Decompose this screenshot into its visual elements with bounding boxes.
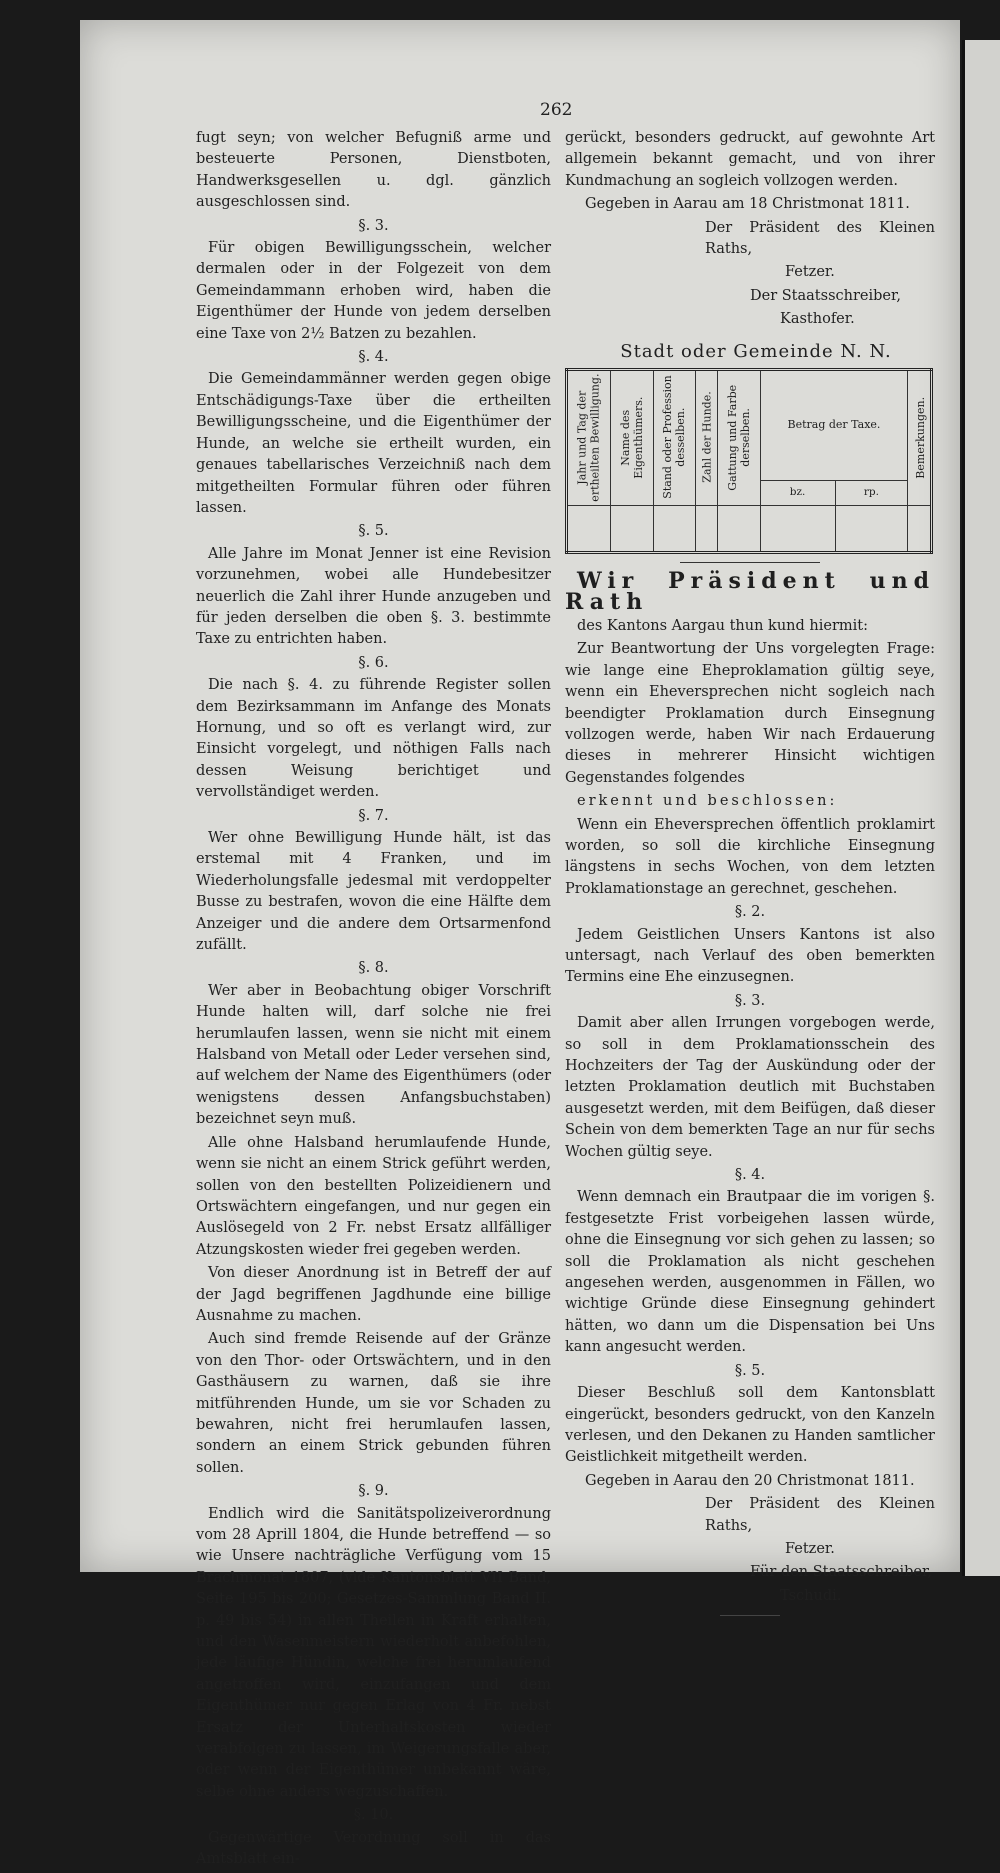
given-date-1: Gegeben in Aarau am 18 Christmonat 1811.: [585, 196, 910, 213]
section-9-text: Endlich wird die Sanitätspolizeiverordnung vom 28 Aprill 1804, die Hunde betreffend — so wie Unsere nachträgliche Verfügung vom 15 Brachmonat 1807, (vide Kantonsblatt VII Band, Seite 195 bis 200; Gesetzes-Sammlung Band II. p. 49 bis 54) in allen Theilen in Kraft erhalten, und den Wasenmeistern wiederholt anbefohlen, jede läufige Hündin, welche frei herumlaufend angetroffen wird, einzufangen und dem Eigenthümer nur gegen Erlag von 4 Fr. nebst Ersatz der Unterhaltskosten wieder verabfolgen zu lassen, im Weigerungsfalle aber, oder wenn der Eigenthümer unbekannt wäre, selbe ohne anders wegzuschaffen.: [196, 1505, 551, 1800]
signature-2-clerk-name: Tschudi.: [780, 1587, 842, 1604]
continuation-text: gerückt, besonders gedruckt, auf gewohnte Art allgemein bekannt gemacht, und von ihrer Kundmachung an sogleich vollzogen werden.: [565, 130, 935, 189]
table-cell: [760, 505, 835, 552]
section-5-text: Alle Jahre im Monat Jenner ist eine Revision vorzunehmen, wobei alle Hundebesitzer neuerlich die Zahl ihrer Hunde anzugeben und für jeden derselben die oben §. 3. bestimmte Taxe zu entrichten haben.: [196, 545, 551, 648]
decree-resolution: erkennt und beschlossen:: [577, 793, 838, 810]
decree-section-3-text: Damit aber allen Irrungen vorgebogen werde, so soll in dem Proklamationsschein des Hochzeiters der Tag der Auskündung oder der letzten Proklamation deutlich mit Buchstaben ausgesetzt werden, mit dem Beifügen, daß dieser Schein von dem bemerkten Tage an nur für sechs Wochen gültig seye.: [565, 1015, 935, 1160]
section-4-text: Die Gemeindammänner werden gegen obige Entschädigungs-Taxe über die ertheilten Bewilligungsscheine, und die Eigenthümer der Hunde, an welche sie ertheilt wurden, ein genaues tabellarisches Verzeichniß nach dem mitgetheilten Formular führen oder führen lassen.: [196, 371, 551, 516]
register-table: [565, 368, 933, 554]
decree-section-3-title: §. 3.: [734, 992, 766, 1009]
section-3-title: §. 3.: [358, 217, 389, 234]
intro-paragraph: fugt seyn; von welcher Befugniß arme und besteuerte Personen, Dienstboten, Handwerksgesellen u. dgl. gänzlich ausgeschlossen sind.: [196, 130, 551, 211]
end-rule: [720, 1615, 780, 1616]
signature-1-clerk-title: Der Staatsschreiber,: [750, 287, 901, 304]
signature-2-title: Der Präsident des Kleinen Raths,: [705, 1496, 935, 1534]
section-6-text: Die nach §. 4. zu führende Register sollen dem Bezirksammann im Anfange des Monats Hornung, und so oft es verlangt wird, zur Einsicht vorgelegt, und nöthigen Falls nach dessen Weisung berichtiget und vervollständiget werden.: [196, 677, 551, 801]
table-header-tax: Betrag der Taxe.: [760, 370, 908, 481]
divider: [680, 562, 820, 563]
table-header-batzen: bz.: [760, 480, 835, 505]
section-8-text-1: Wer aber in Beobachtung obiger Vorschrift Hunde halten will, darf solche nie frei herumlaufen lassen, wenn sie nicht mit einem Halsband von Metall oder Leder versehen sind, auf welchem der Name des Eigenthümers (oder wenigstens dessen Anfangsbuchstaben) bezeichnet seyn muß.: [196, 982, 551, 1128]
signature-2-clerk-title: Für den Staatsschreiber,: [750, 1564, 932, 1581]
section-7-text: Wer ohne Bewilligung Hunde hält, ist das erstemal mit 4 Franken, und im Wiederholungsfalle jedesmal mit verdoppelter Busse zu bestrafen, wovon die eine Hälfte dem Anzeiger und die andere dem Ortsarmenfond zufällt.: [196, 830, 551, 954]
table-header-count: Zahl der Hunde.: [696, 370, 718, 506]
section-10-title: §. 10.: [353, 1807, 394, 1824]
section-8-text-4: Auch sind fremde Reisende auf der Gränze von den Thor- oder Ortswächtern, und in den Gasthäusern zu warnen, daß sie ihre mitführenden Hunde, um sie vor Schaden zu bewahren, nicht frei herumlaufen lassen, sondern an einem Strick gebunden führen sollen.: [196, 1331, 551, 1476]
table-cell: [567, 505, 611, 552]
table-header-profession: Stand oder Profession desselben.: [653, 370, 695, 506]
given-date-2: Gegeben in Aarau den 20 Christmonat 1811.: [585, 1472, 915, 1489]
signature-1-name: Fetzer.: [785, 264, 835, 281]
decree-heading: Wir Präsident und Rath: [565, 568, 935, 616]
table-header-rappen: rp.: [835, 480, 908, 505]
section-8-title: §. 8.: [358, 960, 389, 977]
section-3-text: Für obigen Bewilligungsschein, welcher dermalen oder in der Folgezeit von dem Gemeindammann erhoben wird, haben die Eigenthümer der Hunde von jedem derselben eine Taxe von 2½ Batzen zu bezahlen.: [196, 240, 551, 342]
table-cell: [835, 505, 908, 552]
section-10-text: Gegenwärtige Verordnung soll in das Amtsblatt ein-: [196, 1829, 551, 1868]
signature-1-title: Der Präsident des Kleinen Raths,: [705, 219, 935, 258]
section-8-text-3: Von dieser Anordnung ist in Betreff der auf der Jagd begriffenen Jagdhunde eine billige Ausnahme zu machen.: [196, 1265, 551, 1324]
decree-section-1-text: Wenn ein Eheversprechen öffentlich proklamirt worden, so soll die kirchliche Einsegnung längstens in sechs Wochen, von dem letzten Proklamationstage an gerechnet, geschehen.: [565, 816, 935, 897]
left-column: [196, 128, 551, 1873]
table-cell: [653, 505, 695, 552]
table-header-remarks: Bemerkungen.: [908, 370, 932, 506]
signature-1-clerk-name: Kasthofer.: [780, 311, 855, 328]
next-page-edge: [962, 40, 1000, 1576]
table-header-breed: Gattung und Farbe derselben.: [718, 370, 760, 506]
table-cell: [908, 505, 932, 552]
right-column: [565, 128, 935, 1616]
table-title: Stadt oder Gemeinde N. N.: [620, 340, 892, 362]
decree-section-2-title: §. 2.: [734, 904, 766, 921]
decree-intro: Zur Beantwortung der Uns vorgelegten Frage: wie lange eine Eheproklamation gültig seye, wenn ein Eheversprechen nicht sogleich nach beendigter Proklamation durch Einsegnung vollzogen werde, haben Wir nach Erdauerung dieses in mehrerer Hinsicht wichtigen Gegenstandes folgendes: [565, 641, 935, 786]
decree-section-5-title: §. 5.: [734, 1362, 766, 1379]
decree-section-4-text: Wenn demnach ein Brautpaar die im vorigen §. festgesetzte Frist vorbeigehen lassen würde, ohne die Einsegnung vor sich gehen zu lassen; so soll die Proklamation als nicht geschehen angesehen werden, ausgenommen in Fällen, wo wichtige Gründe diese Einsegnung gehindert hätten, wo dann um die Dispensation bei Uns kann angesucht werden.: [565, 1189, 935, 1356]
table-cell: [611, 505, 653, 552]
decree-section-5-text: Dieser Beschluß soll dem Kantonsblatt eingerückt, besonders gedruckt, von den Kanzeln verlesen, und den Dekanen zu Handen samtlicher Geistlichkeit mitgetheilt werden.: [565, 1385, 935, 1466]
table-cell: [718, 505, 760, 552]
table-cell: [696, 505, 718, 552]
section-7-title: §. 7.: [358, 807, 389, 824]
signature-2-name: Fetzer.: [785, 1540, 835, 1557]
decree-section-4-title: §. 4.: [734, 1167, 766, 1184]
table-header-date: Jahr und Tag der ertheilten Bewilligung.: [567, 370, 611, 506]
section-5-title: §. 5.: [358, 523, 389, 540]
section-6-title: §. 6.: [358, 654, 389, 671]
page-number: 262: [540, 100, 573, 120]
table-header-owner: Name des Eigenthümers.: [611, 370, 653, 506]
section-4-title: §. 4.: [358, 349, 389, 366]
decree-section-2-text: Jedem Geistlichen Unsers Kantons ist also untersagt, nach Verlauf des oben bemerkten Termins eine Ehe einzusegnen.: [565, 926, 935, 986]
decree-subheading: des Kantons Aargau thun kund hiermit:: [577, 617, 868, 634]
section-8-text-2: Alle ohne Halsband herumlaufende Hunde, wenn sie nicht an einem Strick geführt werden, sollen von den bestellten Polizeidienern und Ortswächtern eingefangen, und nur gegen ein Auslösegeld von 2 Fr. nebst Ersatz allfälliger Atzungskosten wieder frei gegeben werden.: [196, 1134, 551, 1258]
section-9-title: §. 9.: [358, 1483, 389, 1500]
table-row: [567, 505, 932, 552]
